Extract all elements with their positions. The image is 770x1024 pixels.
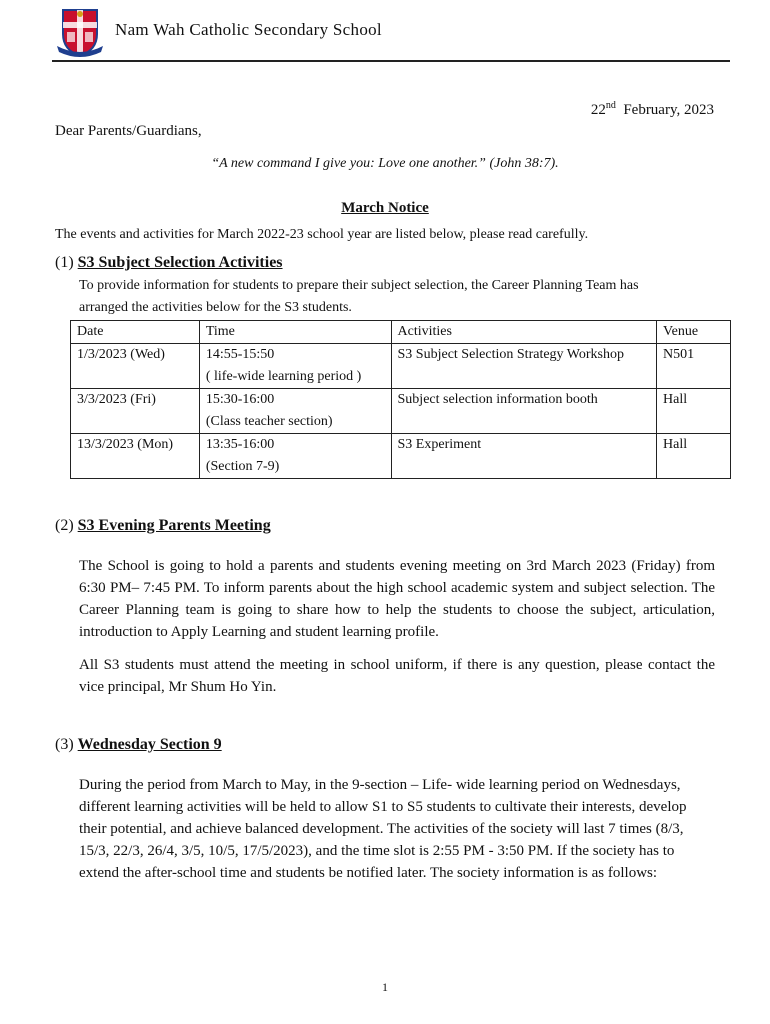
table-header-date: Date <box>71 321 200 344</box>
section-2-paragraph-1: The School is going to hold a parents and students evening meeting on 3rd March 2023 (Friday) from 6:30 PM– 7:45 PM. To inform parents about the high school academic system and subject selection. The Career Planning team is going to share how to help the students to choose the subject, articulation, introduction to Apply Learning and student learning profile. <box>79 558 715 640</box>
date-suffix: nd <box>605 100 616 111</box>
time-range: 14:55-15:50 <box>205 347 275 362</box>
table-row <box>71 389 731 434</box>
table-cell-venue: Hall <box>657 389 731 434</box>
table-cell-date: 3/3/2023 (Fri) <box>71 389 200 434</box>
date-month-year: February, 2023 <box>623 102 714 118</box>
time-range: 13:35-16:00 <box>205 437 275 452</box>
table-cell-venue: N501 <box>657 344 731 389</box>
table-cell-activity: Subject selection information booth <box>391 389 657 434</box>
table-row <box>71 344 731 389</box>
table-header-venue: Venue <box>657 321 731 344</box>
table-cell-time <box>199 389 391 434</box>
table-header-time: Time <box>199 321 391 344</box>
notice-title: March Notice <box>341 200 429 216</box>
section-3-paragraph-1: During the period from March to May, in the 9-section – Life- wide learning period on Wednesdays, different learning activities will be held to allow S1 to S5 students to cultivate their interests, develop their potential, and achieve balanced development. The activities of the society will last 7 times (8/3, 15/3, 22/3, 26/4, 3/5, 10/5, 17/5/2023), and the time slot is 2:55 PM - 3:50 PM. If the society has to extend the after-school time and students be notified later. The society information is as follows: <box>79 777 687 881</box>
table-cell-time <box>199 434 391 479</box>
school-crest-logo <box>55 6 105 58</box>
time-note: (Class teacher section) <box>205 414 333 429</box>
table-cell-venue: Hall <box>657 434 731 479</box>
activities-table <box>70 320 731 479</box>
table-cell-time <box>199 344 391 389</box>
table-header-activities: Activities <box>391 321 657 344</box>
school-name: Nam Wah Catholic Secondary School <box>115 20 382 39</box>
section-1-description <box>79 275 715 319</box>
time-note: ( life-wide learning period ) <box>205 369 362 384</box>
section-3-number: (3) <box>55 736 74 753</box>
section-3-heading <box>55 736 222 754</box>
bible-quote: “A new command I give you: Love one another.” (John 38:7). <box>211 156 559 171</box>
section-1-heading <box>55 254 283 272</box>
intro-text: The events and activities for March 2022-23 school year are listed below, please read carefully. <box>55 227 589 242</box>
letter-date <box>591 100 714 119</box>
section-2-paragraph-2: All S3 students must attend the meeting in school uniform, if there is any question, please contact the vice principal, Mr Shum Ho Yin. <box>79 657 715 695</box>
section-1-description-line: To provide information for students to prepare their subject selection, the Career Planning Team has <box>79 278 639 293</box>
page-header <box>0 0 770 64</box>
table-row <box>71 434 731 479</box>
table-header-row <box>71 321 731 344</box>
greeting: Dear Parents/Guardians, <box>55 123 202 139</box>
section-2-heading <box>55 517 271 535</box>
section-1-title: S3 Subject Selection Activities <box>77 254 283 271</box>
table-cell-date: 1/3/2023 (Wed) <box>71 344 200 389</box>
page-number: 1 <box>382 980 388 994</box>
table-cell-activity: S3 Subject Selection Strategy Workshop <box>391 344 657 389</box>
section-2-number: (2) <box>55 517 74 534</box>
date-day: 22 <box>590 102 606 118</box>
section-1-description-line: arranged the activities below for the S3 students. <box>79 300 352 315</box>
section-1-number: (1) <box>55 254 74 271</box>
table-cell-date: 13/3/2023 (Mon) <box>71 434 200 479</box>
header-divider <box>52 60 730 62</box>
time-range: 15:30-16:00 <box>205 392 275 407</box>
section-2-title: S3 Evening Parents Meeting <box>77 517 271 534</box>
time-note: (Section 7-9) <box>205 459 280 474</box>
section-3-title: Wednesday Section 9 <box>77 736 222 753</box>
table-cell-activity: S3 Experiment <box>391 434 657 479</box>
